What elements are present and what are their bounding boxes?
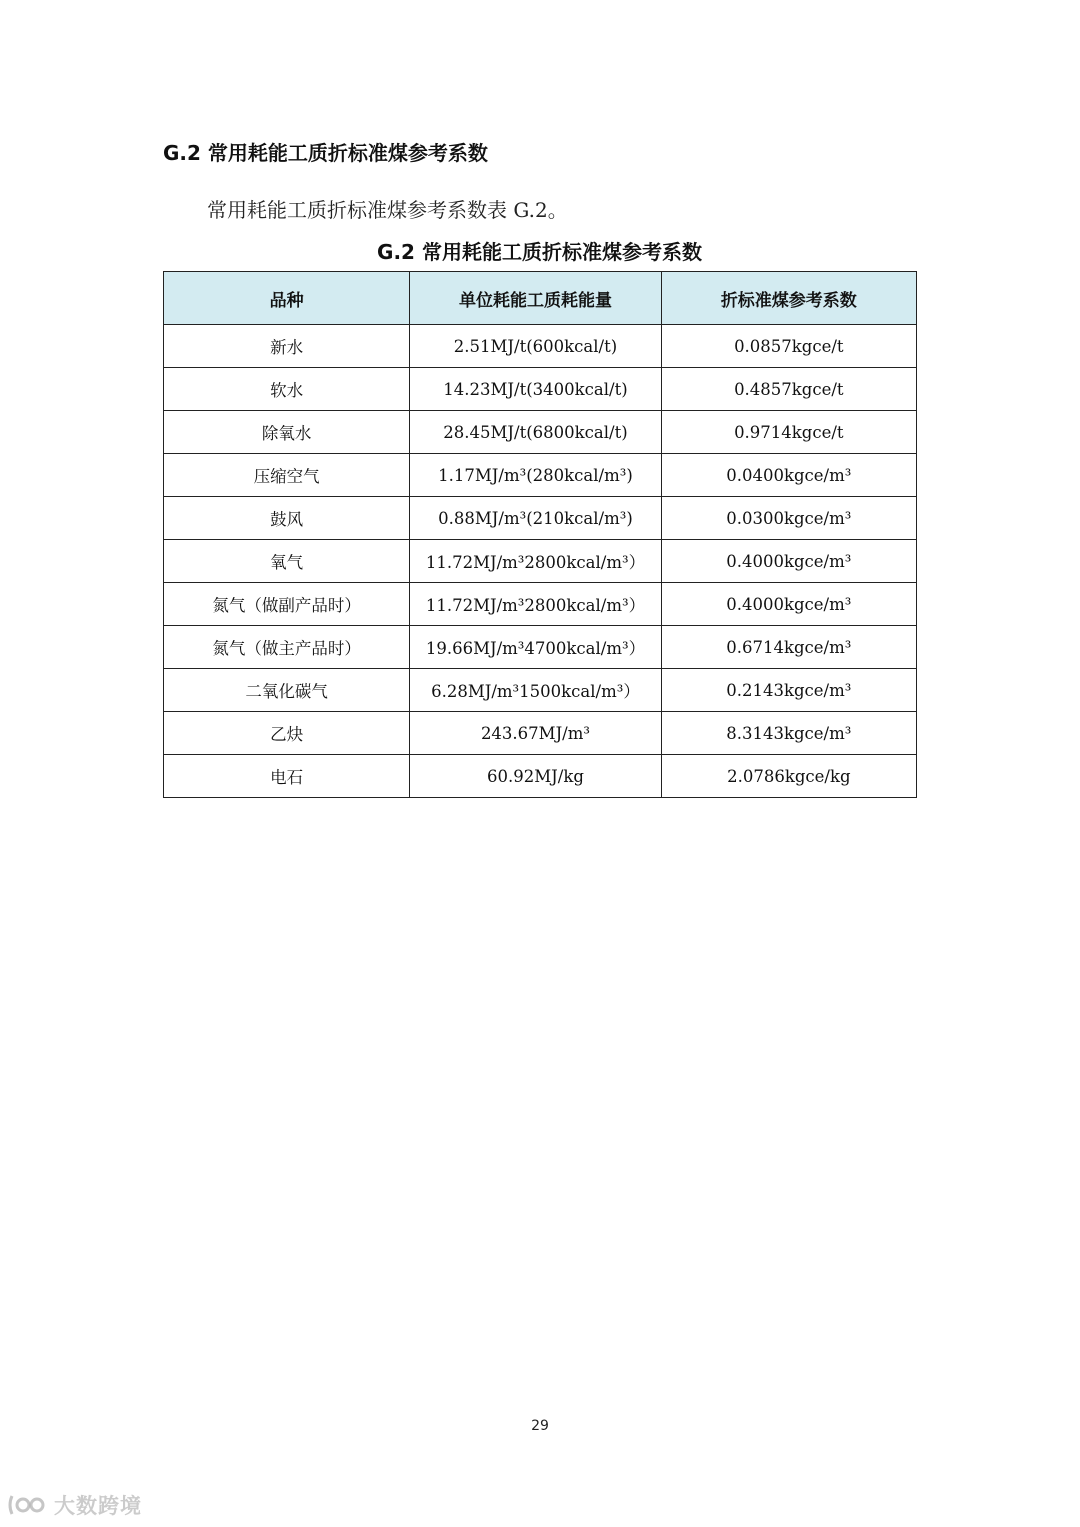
header-cell-energy: 单位耗能工质耗能量 [410, 272, 661, 325]
cell-energy: 6.28MJ/m³1500kcal/m³） [410, 669, 661, 712]
table-row [164, 755, 917, 798]
cell-energy: 19.66MJ/m³4700kcal/m³） [410, 626, 661, 669]
cell-energy: 11.72MJ/m³2800kcal/m³） [410, 540, 661, 583]
cell-energy: 28.45MJ/t(6800kcal/t) [410, 411, 661, 454]
table-row [164, 497, 917, 540]
cell-variety: 新水 [164, 325, 410, 368]
cell-coefficient: 0.4000kgce/m³ [661, 540, 916, 583]
cell-coefficient: 0.4857kgce/t [661, 368, 916, 411]
header-cell-coefficient: 折标准煤参考系数 [661, 272, 916, 325]
cell-variety: 氮气（做主产品时） [164, 626, 410, 669]
logo-icon [6, 1492, 50, 1518]
watermark [6, 1490, 142, 1520]
cell-coefficient: 0.4000kgce/m³ [661, 583, 916, 626]
table-header-row [164, 272, 917, 325]
cell-variety: 鼓风 [164, 497, 410, 540]
cell-energy: 2.51MJ/t(600kcal/t) [410, 325, 661, 368]
cell-coefficient: 0.2143kgce/m³ [661, 669, 916, 712]
cell-coefficient: 0.0857kgce/t [661, 325, 916, 368]
cell-variety: 压缩空气 [164, 454, 410, 497]
cell-variety: 氧气 [164, 540, 410, 583]
cell-energy: 11.72MJ/m³2800kcal/m³） [410, 583, 661, 626]
intro-paragraph: 常用耗能工质折标准煤参考系数表 G.2。 [207, 198, 568, 222]
cell-energy: 0.88MJ/m³(210kcal/m³) [410, 497, 661, 540]
cell-energy: 1.17MJ/m³(280kcal/m³) [410, 454, 661, 497]
cell-variety: 氮气（做副产品时） [164, 583, 410, 626]
cell-energy: 243.67MJ/m³ [410, 712, 661, 755]
cell-coefficient: 2.0786kgce/kg [661, 755, 916, 798]
header-cell-variety: 品种 [164, 272, 410, 325]
cell-energy: 14.23MJ/t(3400kcal/t) [410, 368, 661, 411]
cell-variety: 二氧化碳气 [164, 669, 410, 712]
cell-coefficient: 0.0300kgce/m³ [661, 497, 916, 540]
table-row [164, 583, 917, 626]
table-caption: G.2 常用耗能工质折标准煤参考系数 [377, 240, 702, 264]
cell-coefficient: 0.6714kgce/m³ [661, 626, 916, 669]
coefficient-table [163, 271, 917, 798]
table-row [164, 368, 917, 411]
watermark-text: 大数跨境 [54, 1494, 142, 1518]
cell-variety: 电石 [164, 755, 410, 798]
table-row [164, 712, 917, 755]
table-row [164, 454, 917, 497]
table-row [164, 626, 917, 669]
cell-variety: 软水 [164, 368, 410, 411]
cell-coefficient: 0.9714kgce/t [661, 411, 916, 454]
cell-coefficient: 0.0400kgce/m³ [661, 454, 916, 497]
table-row [164, 540, 917, 583]
section-heading: G.2 常用耗能工质折标准煤参考系数 [163, 141, 488, 165]
cell-energy: 60.92MJ/kg [410, 755, 661, 798]
cell-variety: 除氧水 [164, 411, 410, 454]
cell-variety: 乙炔 [164, 712, 410, 755]
table-row [164, 669, 917, 712]
table-row [164, 325, 917, 368]
table-row [164, 411, 917, 454]
page-number: 29 [531, 1418, 549, 1434]
cell-coefficient: 8.3143kgce/m³ [661, 712, 916, 755]
